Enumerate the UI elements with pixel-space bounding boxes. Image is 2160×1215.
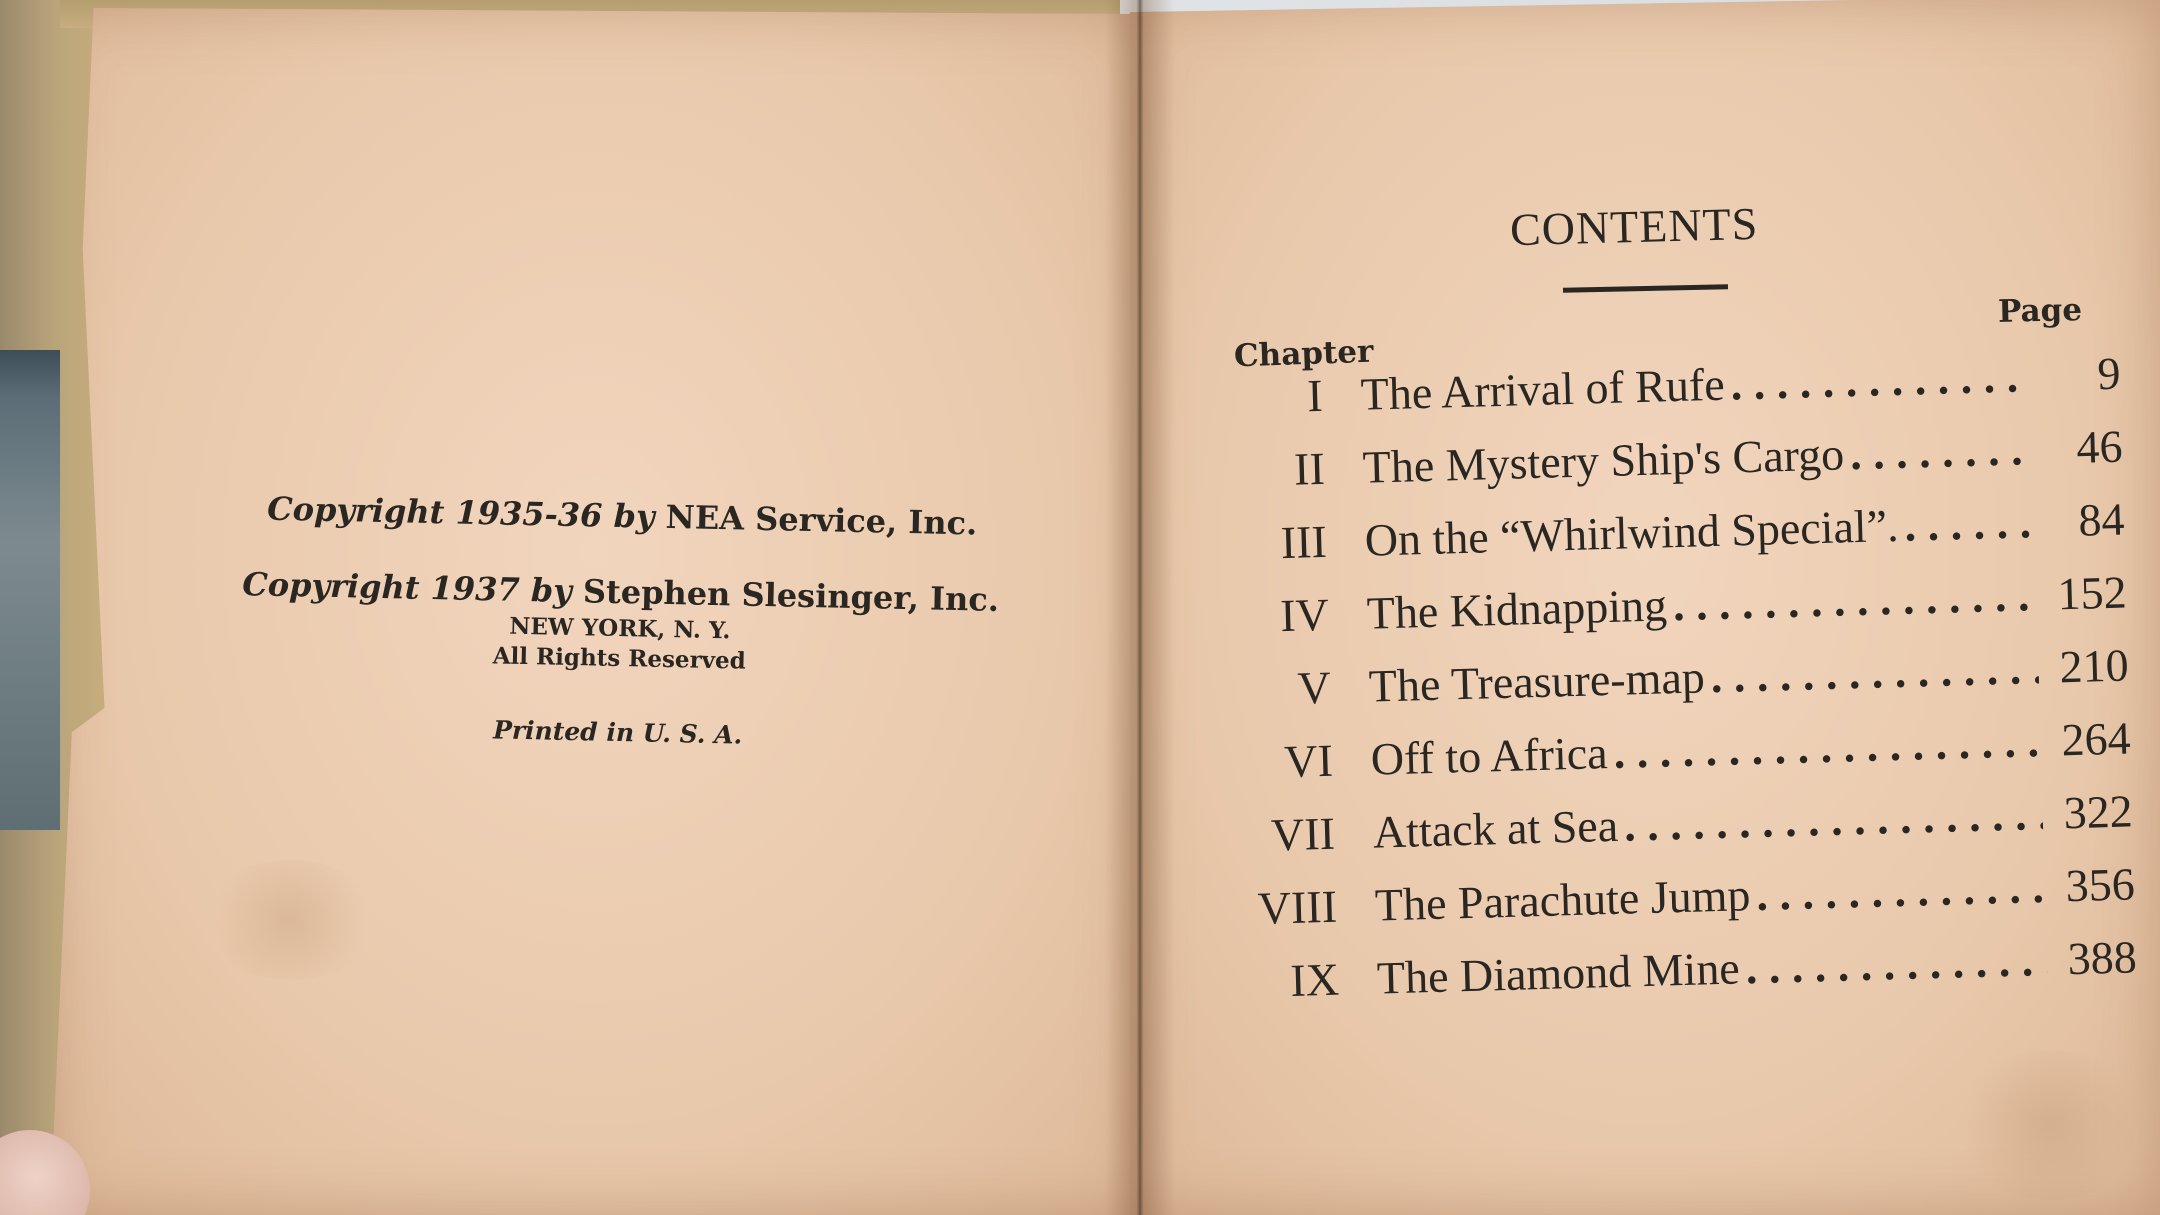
printed-in: Printed in U. S. A. xyxy=(492,715,743,750)
chapter-number: V xyxy=(1296,661,1332,714)
chapter-page-number: 356 xyxy=(2064,858,2136,912)
chapter-title: Attack at Sea xyxy=(1372,799,1619,858)
book-cover-spine-stripe xyxy=(0,350,60,830)
chapter-number: II xyxy=(1293,442,1326,495)
chapter-number: VIII xyxy=(1257,880,1338,934)
chapter-title: The Diamond Mine xyxy=(1376,942,1741,1004)
chapter-page-number: 322 xyxy=(2062,785,2134,839)
chapter-number: VI xyxy=(1283,734,1334,788)
dot-leader xyxy=(1730,349,2031,410)
chapter-page-number: 152 xyxy=(2056,566,2128,620)
copyright-1-prefix: Copyright 1935-36 by xyxy=(266,489,655,536)
chapter-page-number: 84 xyxy=(2077,493,2126,546)
page-stain xyxy=(200,860,380,980)
chapter-title: The Parachute Jump xyxy=(1374,869,1752,931)
chapter-column-heading: Chapter xyxy=(1233,333,1374,375)
copyright-2-holder: Stephen Slesinger, Inc. xyxy=(582,572,1000,619)
chapter-title: The Treasure-map xyxy=(1368,651,1706,712)
chapter-number: IX xyxy=(1289,953,1340,1006)
chapter-number: III xyxy=(1280,515,1328,569)
dot-leader xyxy=(1756,860,2046,921)
table-of-contents xyxy=(1210,347,2138,1029)
copyright-block xyxy=(218,489,1023,755)
chapter-number: VII xyxy=(1270,807,1336,861)
chapter-page-number: 9 xyxy=(2096,347,2122,400)
book-gutter xyxy=(1105,0,1175,1215)
page-column-heading: Page xyxy=(1997,292,2083,330)
rights-notice: All Rights Reserved xyxy=(492,642,747,675)
dot-leader xyxy=(1745,933,2048,994)
contents-title: CONTENTS xyxy=(1509,197,1759,256)
dot-leader xyxy=(1849,422,2033,480)
copyright-2-prefix: Copyright 1937 by xyxy=(241,565,573,610)
chapter-page-number: 210 xyxy=(2058,639,2130,693)
chapter-page-number: 46 xyxy=(2075,420,2124,473)
chapter-title: The Mystery Ship's Cargo xyxy=(1362,428,1845,493)
chapter-title: The Kidnapping xyxy=(1366,579,1668,639)
dot-leader xyxy=(1613,714,2042,779)
chapter-title: Off to Africa xyxy=(1370,727,1609,785)
publisher-location: NEW YORK, N. Y. xyxy=(509,612,731,645)
chapter-number: I xyxy=(1306,369,1324,422)
chapter-title: On the “Whirlwind Special”. xyxy=(1364,499,1900,566)
page-stain xyxy=(1950,1050,2150,1200)
dot-leader xyxy=(1710,641,2039,703)
chapter-title: The Arrival of Rufe xyxy=(1359,358,1726,420)
chapter-page-number: 264 xyxy=(2060,712,2132,766)
chapter-page-number: 388 xyxy=(2067,931,2138,985)
copyright-1-holder: NEA Service, Inc. xyxy=(665,497,978,543)
dot-leader xyxy=(1904,495,2035,552)
chapter-number: IV xyxy=(1279,588,1330,642)
dot-leader xyxy=(1623,787,2043,852)
dot-leader xyxy=(1672,568,2037,631)
